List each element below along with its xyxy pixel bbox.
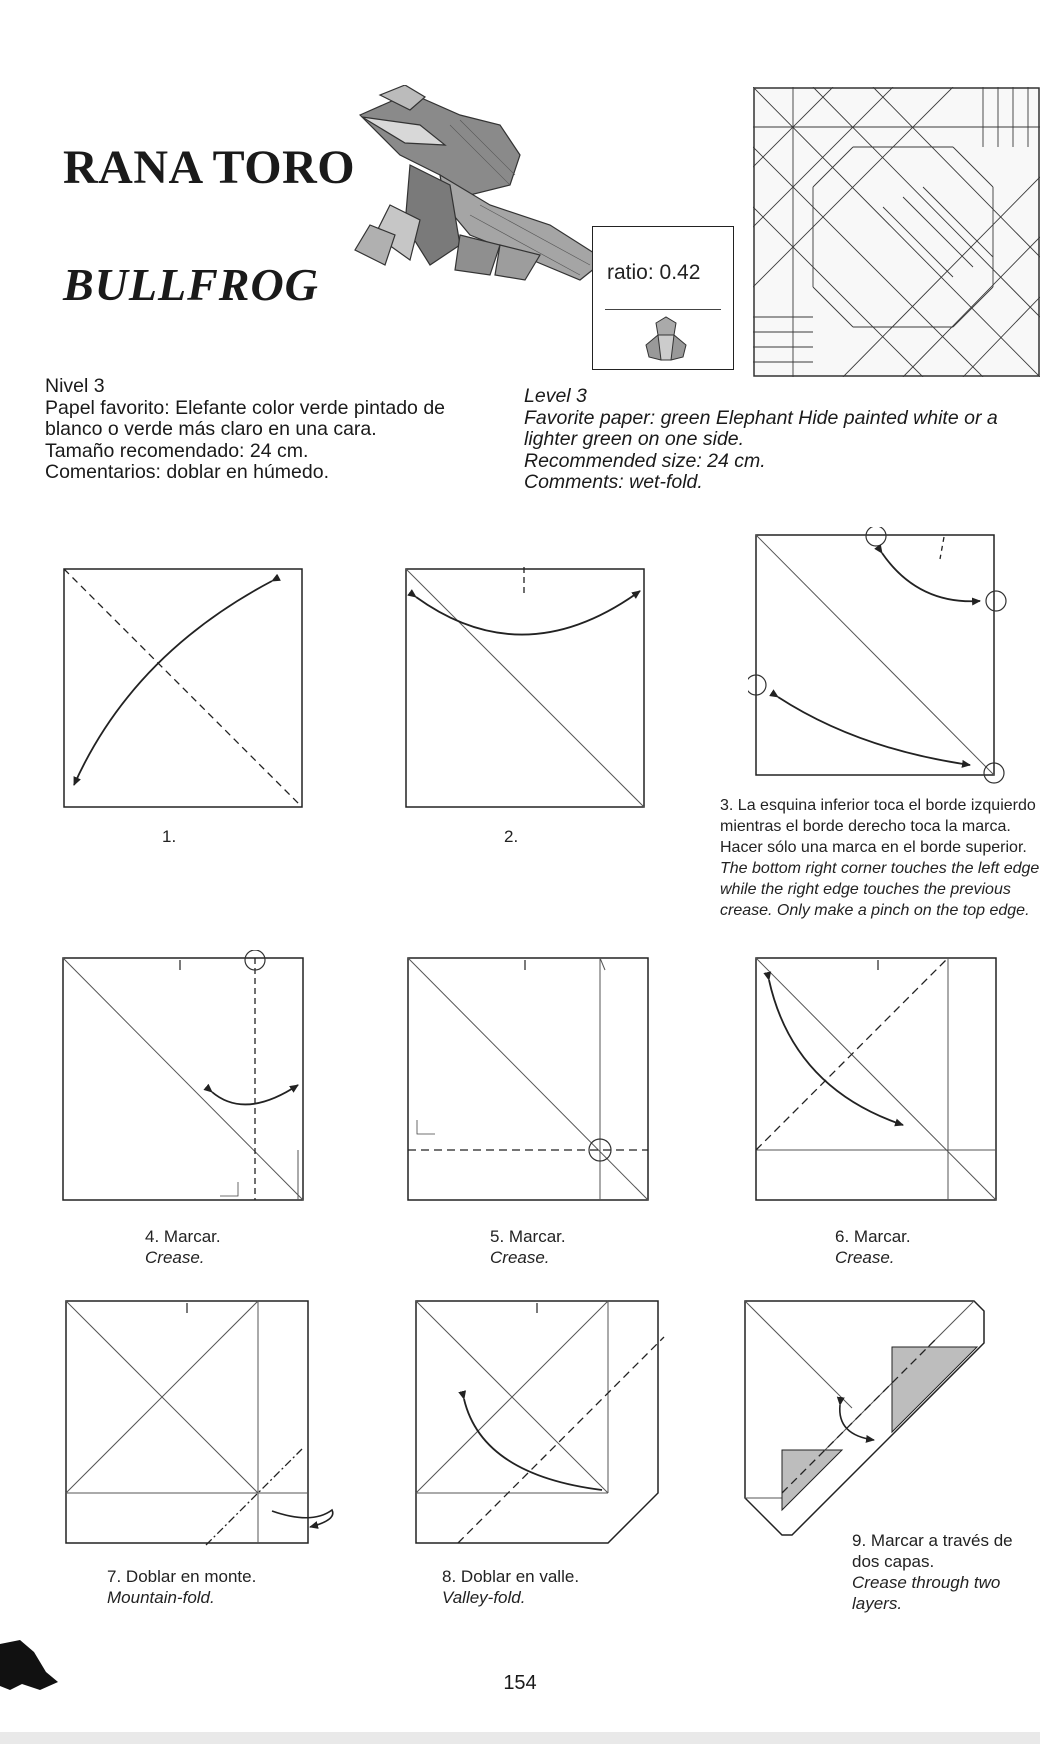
info-es-size: Tamaño recomendado: 24 cm. [45,439,309,462]
ratio-label: ratio: 0.42 [607,261,701,284]
step-9-diagram [742,1295,998,1555]
step-5-caption [490,1226,566,1268]
step-3-es-line-1: La esquina inferior toca el borde izquierdo [737,797,1036,814]
step-6-number: 6. [835,1227,850,1246]
info-es-level: Nivel 3 [45,375,105,397]
info-en-paper-cont: lighter green on one side. [524,428,745,450]
step-3-es-line-3: Hacer sólo una marca en el borde superior. [720,839,1027,856]
step-7-number: 7. [107,1567,122,1586]
step-8-diagram [412,1295,672,1555]
info-es-paper-cont: blanco o verde más claro en una cara. [45,418,377,440]
step-8-number: 8. [442,1567,457,1586]
step-8-es: Doblar en valle. [460,1567,580,1586]
step-6-caption [835,1226,911,1268]
ratio-box [592,226,734,370]
step-7-es: Doblar en monte. [125,1567,257,1586]
bottom-strip [0,1732,1040,1744]
step-3-diagram [748,527,1012,787]
step-5-es: Marcar. [508,1227,566,1246]
step-6-diagram [753,950,1015,1206]
step-8-en: Valley-fold. [442,1588,526,1607]
step-7-en: Mountain-fold. [107,1588,215,1607]
step-9-caption [852,1530,1013,1614]
step-1-number: 1. [162,827,177,846]
step-9-number: 9. [852,1531,867,1550]
step-7-caption [107,1566,256,1608]
step-2-diagram [404,565,648,811]
title-spanish: RANA TORO [63,141,356,194]
step-6-en: Crease. [835,1248,895,1267]
info-en-comments: Comments: wet-fold. [524,471,703,493]
step-3-en-line-1: The bottom right corner touches the left edge [720,860,1040,877]
ratio-divider [605,309,721,310]
step-3-en-line-3: crease. Only make a pinch on the top edge. [720,902,1030,919]
frog-thumbnail-icon [641,315,691,365]
step-4-es: Marcar. [163,1227,221,1246]
info-en-level: Level 3 [524,385,587,407]
frog-silhouette-icon [0,1638,64,1694]
step-8-caption [442,1566,579,1608]
info-en-size: Recommended size: 24 cm. [524,449,766,472]
step-5-en: Crease. [490,1248,550,1267]
step-2-number: 2. [504,827,519,846]
step-9-es-line-1: Marcar a través de [870,1531,1013,1550]
step-9-es-line-2: dos capas. [852,1552,935,1571]
info-es-paper: Papel favorito: Elefante color verde pintado de [45,396,446,419]
step-4-caption [145,1226,221,1268]
step-3-caption [720,795,1039,921]
step-1-diagram [62,565,306,811]
crease-pattern [753,87,1040,377]
step-3-en-line-2: while the right edge touches the previous [720,881,1011,898]
info-es-comments: Comentarios: doblar en húmedo. [45,461,329,483]
info-en-paper: Favorite paper: green Elephant Hide painted white or a [524,406,998,429]
step-5-diagram [405,950,667,1206]
step-5-number: 5. [490,1227,505,1246]
step-3-es-line-2: mientras el borde derecho toca la marca. [720,818,1011,835]
step-7-diagram [62,1295,352,1555]
page-number: 154 [503,1672,537,1694]
step-6-es: Marcar. [853,1227,911,1246]
title-english: BULLFROG [63,259,319,310]
info-spanish [45,376,445,484]
bullfrog-model-illustration [350,85,620,285]
step-9-en-line-1: Crease through two [852,1573,1001,1592]
step-4-number: 4. [145,1227,160,1246]
info-english [524,386,998,494]
step-4-diagram [60,950,322,1206]
step-3-number: 3. [720,797,734,814]
step-9-en-line-2: layers. [852,1594,903,1613]
step-4-en: Crease. [145,1248,205,1267]
